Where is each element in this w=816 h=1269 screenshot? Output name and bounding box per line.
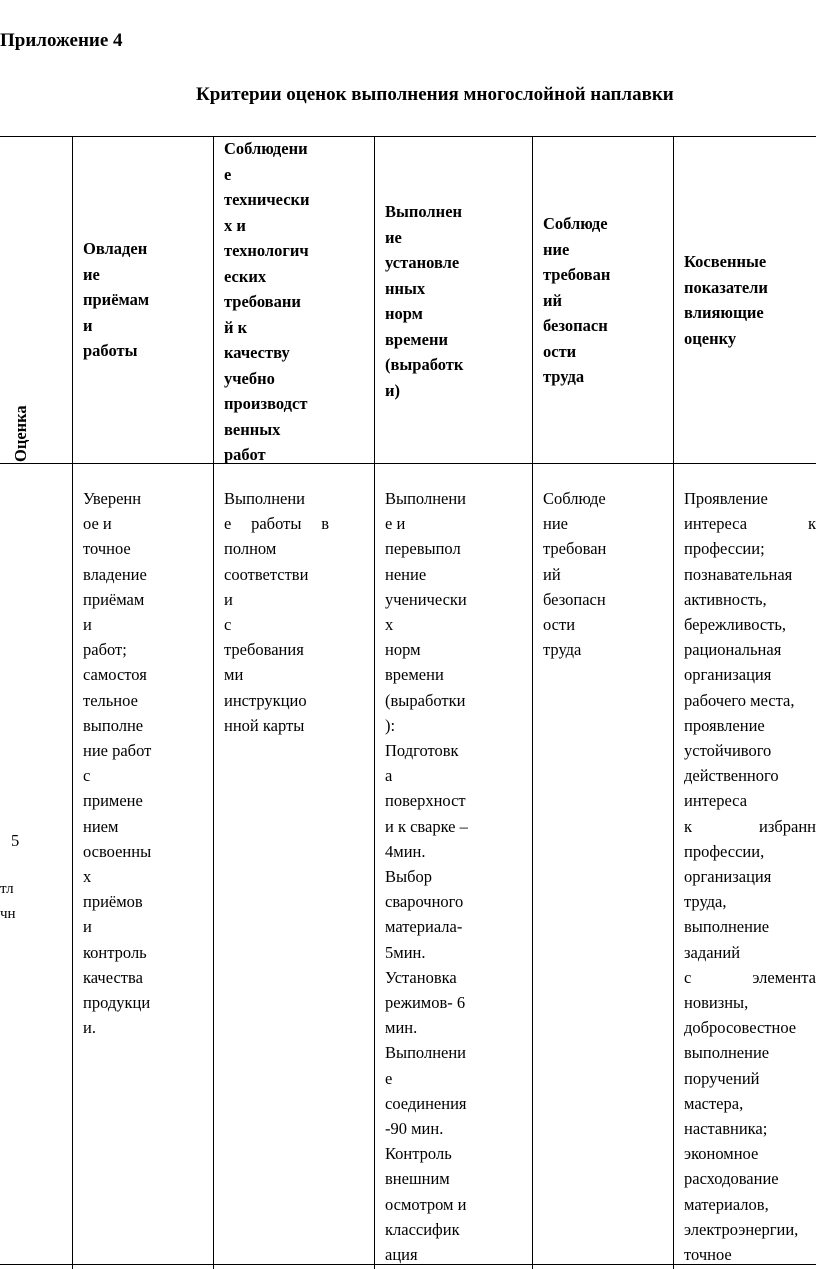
text-line: технически [224,190,310,209]
text-line: учебно [224,368,275,388]
text-line: и [83,615,92,635]
row-technical-requirements [224,486,329,738]
text-line: времени [385,665,444,685]
text-line: а [385,766,393,786]
text-line: требован [543,265,611,284]
text-line: электроэнергии, [684,1219,799,1239]
text-line: перевыпол [385,539,461,559]
text-line: работы [83,341,138,360]
text-line: труда, [684,892,727,912]
row-score: 5 [11,831,20,850]
text-line: 4мин. [385,841,426,861]
text-line: расходование [684,1169,779,1189]
text-line: наставника; [684,1119,768,1139]
text-line: выполнение [684,917,770,937]
text-line: влияющие [684,303,764,322]
text-line: ми [224,665,244,685]
row-score-word [0,877,40,927]
column-divider [213,136,214,1269]
text-line: ние [543,239,570,259]
text-line: новизны, [684,993,749,1013]
text-line: Выполнени [224,489,306,508]
text-line: е работы в [224,514,329,534]
text-line: Подготовк [385,741,459,761]
text-line: Установка [385,967,457,987]
text-line: классифик [385,1219,460,1239]
text-line: проявление [684,715,765,735]
text-line: чн [0,906,16,922]
text-line: ация [385,1245,418,1265]
text-line: ий [543,564,561,584]
text-line: внешним [385,1169,450,1189]
text-line: нием [83,816,119,836]
table-top-border [0,136,816,137]
text-line: производст [224,394,308,413]
text-line: безопасн [543,589,606,609]
text-line: интереса [684,791,748,811]
text-line: Выбор [385,867,432,887]
text-line: ние работ [83,741,152,761]
text-line: мин. [385,1018,418,1038]
text-line: труда [543,367,585,386]
text-line: примене [83,791,143,811]
text-line: нных [385,278,426,298]
text-line: 5мин. [385,942,426,962]
text-line: е и [385,514,406,534]
text-line: х [83,867,92,887]
text-line: добросовестное [684,1018,797,1038]
text-line: и [224,589,233,609]
text-line: соединения [385,1093,467,1113]
text-line: тл [0,881,14,897]
text-line: венных [224,419,281,439]
text-line: Косвенные [684,252,767,271]
header-score: Оценка [11,405,30,462]
text-line: норм [385,304,423,323]
text-line: приёмам [83,290,150,309]
text-line: Контроль [385,1144,452,1164]
text-line: х [385,615,394,635]
header-technical-requirements [224,136,369,468]
text-line: поручений [684,1068,760,1088]
text-line: ): [385,715,396,735]
text-line: требован [543,539,607,559]
text-line: -90 мин. [385,1119,444,1139]
text-line: контроль [83,942,147,962]
text-line: приёмам [83,589,145,609]
text-line: качеству [224,343,290,362]
text-line: Уверенн [83,489,142,508]
text-line: владение [83,564,147,584]
text-line: приёмов [83,892,143,912]
text-line: точное [684,1245,732,1265]
header-labor-safety [543,211,671,390]
text-line: соответстви [224,564,309,584]
text-line: норм [385,640,421,660]
text-line: с элемента [684,967,816,987]
text-line: Выполнен [385,202,463,221]
text-line: освоенны [83,841,152,861]
text-line: с [83,766,91,786]
header-technique-mastery [83,236,208,364]
text-line: сварочного [385,892,464,912]
text-line: и к сварке – [385,816,468,836]
text-line: безопасн [543,316,608,335]
text-line: инструкцио [224,690,307,710]
text-line: ости [543,615,576,635]
text-line: выполне [83,715,144,735]
text-line: познавательная [684,564,793,584]
text-line: к избранн [684,816,816,836]
text-line: качества [83,967,143,987]
text-line: и [83,315,93,335]
column-divider [72,136,73,1269]
row-time-norms [385,486,530,1267]
text-line: организация [684,665,772,685]
text-line: тельное [83,690,138,710]
column-divider [374,136,375,1269]
text-line: (выработки [385,690,466,710]
text-line: технологич [224,241,309,260]
column-divider [532,136,533,1269]
text-line: й к [224,317,248,337]
text-line: еских [224,266,267,286]
text-line: профессии; [684,539,765,559]
text-line: точное [83,539,131,559]
row-labor-safety [543,486,671,662]
header-row-border [0,463,816,464]
text-line: устойчивого [684,741,772,761]
header-time-norms [385,199,530,403]
text-line: активность, [684,589,767,609]
text-line: профессии, [684,841,765,861]
text-line: нение [385,564,427,584]
text-line: заданий [684,942,741,962]
text-line: ние [543,514,568,534]
text-line: требования [224,640,304,660]
text-line: бережливость, [684,615,787,635]
text-line: и) [385,380,401,400]
text-line: оценку [684,328,737,348]
text-line: рациональная [684,640,782,660]
text-line: труда [543,640,582,660]
text-line: ие [83,264,100,284]
text-line: полном [224,539,277,559]
text-line: режимов- 6 [385,993,466,1013]
text-line: установле [385,253,460,272]
text-line: рабочего места, [684,690,795,710]
text-line: х и [224,215,246,235]
text-line: Выполнени [385,489,467,508]
text-line: организация [684,867,772,887]
text-line: е [385,1068,393,1088]
text-line: и [83,917,92,937]
text-line: нной карты [224,715,305,735]
text-line: выполнение [684,1043,770,1063]
text-line: Соблюде [543,214,608,233]
text-line: ученически [385,589,467,609]
text-line: времени [385,329,448,349]
text-line: ие [385,227,402,247]
text-line: осмотром и [385,1194,467,1214]
text-line: ое и [83,514,112,534]
text-line: действенного [684,766,779,786]
column-divider [673,136,674,1269]
text-line: ости [543,341,577,361]
text-line: (выработк [385,355,464,374]
text-line: Соблюде [543,489,606,508]
row-indirect-indicators [684,486,816,1267]
appendix-label: Приложение 4 [0,30,123,51]
text-line: интереса к [684,514,816,534]
text-line: продукци [83,993,151,1013]
text-line: мастера, [684,1093,744,1113]
text-line: материала- [385,917,463,937]
text-line: показатели [684,277,768,297]
text-line: самостоя [83,665,147,685]
row-technique-mastery [83,486,210,1040]
text-line: работ; [83,640,127,660]
text-line: материалов, [684,1194,769,1214]
text-line: е [224,164,232,184]
text-line: экономное [684,1144,759,1164]
text-line: Овладен [83,239,148,258]
text-line: и. [83,1018,96,1038]
text-line: Соблюдени [224,139,308,158]
text-line: работ [224,445,266,464]
text-line: ий [543,290,563,310]
document-title: Критерии оценок выполнения многослойной наплавки [196,84,674,105]
text-line: с [224,615,232,635]
header-indirect-indicators [684,249,814,351]
text-line: требовани [224,292,301,311]
text-line: Выполнени [385,1043,467,1063]
text-line: Проявление [684,489,768,508]
text-line: поверхност [385,791,466,811]
